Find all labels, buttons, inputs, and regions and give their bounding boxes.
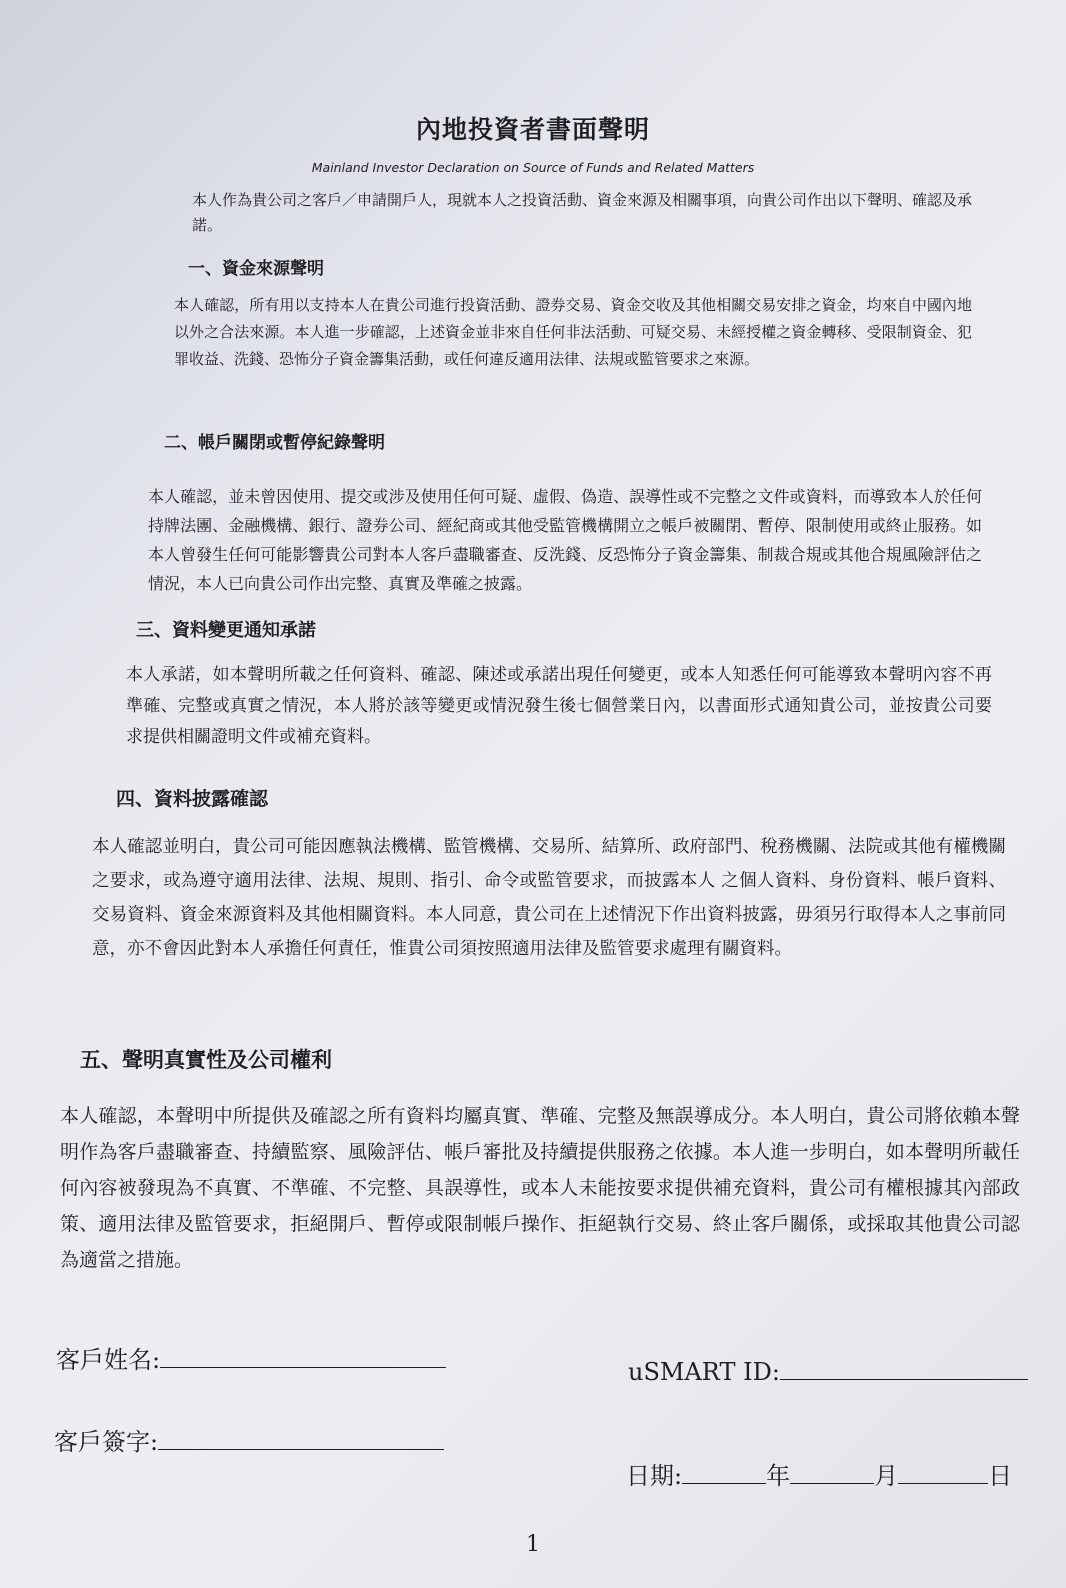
date-day-label: 日 — [988, 1462, 1013, 1490]
date-month-line[interactable] — [790, 1479, 874, 1484]
page-number: 1 — [526, 1532, 540, 1557]
section-3-heading: 三、資料變更通知承諾 — [136, 620, 316, 641]
customer-signature-line[interactable] — [158, 1445, 444, 1450]
date-month-label: 月 — [874, 1462, 899, 1490]
usmart-id-label: uSMART ID: — [628, 1358, 780, 1386]
section-5-body: 本人確認，本聲明中所提供及確認之所有資料均屬真實、準確、完整及無誤導成分。本人明白，貴公司將依賴本聲明作為客戶盡職審查、持續監察、風險評估、帳戶審批及持續提供服務之依據。本人進一步明白，如本聲明所載任何內容被發現為不真實、不準確、不完整、具誤導性，或本人未能按要求提供補充資料，貴公司有權根據其內部政策、適用法律及監管要求，拒絕開戶、暫停或限制帳戶操作、拒絕執行交易、終止客戶關係，或採取其他貴公司認為適當之措施。 — [60, 1105, 1020, 1271]
section-5-heading: 五、聲明真實性及公司權利 — [80, 1047, 332, 1072]
section-2-heading: 二、帳戶關閉或暫停紀錄聲明 — [164, 433, 385, 453]
section-4-heading: 四、資料披露確認 — [116, 788, 269, 810]
date-year-label: 年 — [766, 1462, 791, 1490]
section-1-heading: 一、資金來源聲明 — [188, 259, 324, 279]
usmart-id-line[interactable] — [780, 1375, 1028, 1380]
customer-name-row — [56, 1340, 446, 1375]
document-title: 內地投資者書面聲明 — [415, 115, 650, 144]
customer-signature-label: 客戶簽字: — [54, 1428, 159, 1456]
customer-name-line[interactable] — [160, 1363, 446, 1368]
section-2-body: 本人確認，並未曾因使用、提交或涉及使用任何可疑、虛假、偽造、誤導性或不完整之文件或資料，而導致本人於任何持牌法團、金融機構、銀行、證券公司、經紀商或其他受監管機構開立之帳戶被關閉、暫停、限制使用或終止服務。如本人曾發生任何可能影響貴公司對本人客戶盡職審查、反洗錢、反恐怖分子資金籌集、制裁合規或其他合規風險評估之情況，本人已向貴公司作出完整、真實及準確之披露。 — [148, 487, 982, 593]
usmart-id-row — [628, 1358, 1028, 1386]
section-4-body: 本人確認並明白，貴公司可能因應執法機構、監管機構、交易所、結算所、政府部門、稅務機關、法院或其他有權機關之要求，或為遵守適用法律、法規、規則、指引、命令或監管要求，而披露本人 之個人資料、身份資料、帳戶資料、交易資料、資金來源資料及其他相關資料。本人同意，貴公司在上述情況下作出資料披露，毋須另行取得本人之事前同意，亦不會因此對本人承擔任何責任，惟貴公司須按照適用法律及監管要求處理有關資料。 — [92, 837, 1006, 959]
date-label: 日期: — [626, 1462, 683, 1490]
intro-paragraph: 本人作為貴公司之客戶／申請開戶人，現就本人之投資活動、資金來源及相關事項，向貴公司作出以下聲明、確認及承諾。 — [192, 191, 973, 234]
date-day-line[interactable] — [898, 1479, 988, 1484]
document-subtitle: Mainland Investor Declaration on Source of Funds and Related Matters — [311, 160, 755, 175]
customer-name-label: 客戶姓名: — [56, 1346, 161, 1374]
section-3-body: 本人承諾，如本聲明所載之任何資料、確認、陳述或承諾出現任何變更，或本人知悉任何可能導致本聲明內容不再準確、完整或真實之情況，本人將於該等變更或情況發生後七個營業日內，以書面形式通知貴公司，並按貴公司要求提供相關證明文件或補充資料。 — [126, 665, 992, 747]
date-year-line[interactable] — [682, 1479, 766, 1484]
customer-signature-row — [54, 1422, 444, 1457]
date-row — [626, 1456, 1012, 1491]
section-1-body: 本人確認，所有用以支持本人在貴公司進行投資活動、證券交易、資金交收及其他相關交易安排之資金，均來自中國內地以外之合法來源。本人進一步確認，上述資金並非來自任何非法活動、可疑交易、未經授權之資金轉移、受限制資金、犯罪收益、洗錢、恐怖分子資金籌集活動，或任何違反適用法律、法規或監管要求之來源。 — [174, 296, 972, 368]
